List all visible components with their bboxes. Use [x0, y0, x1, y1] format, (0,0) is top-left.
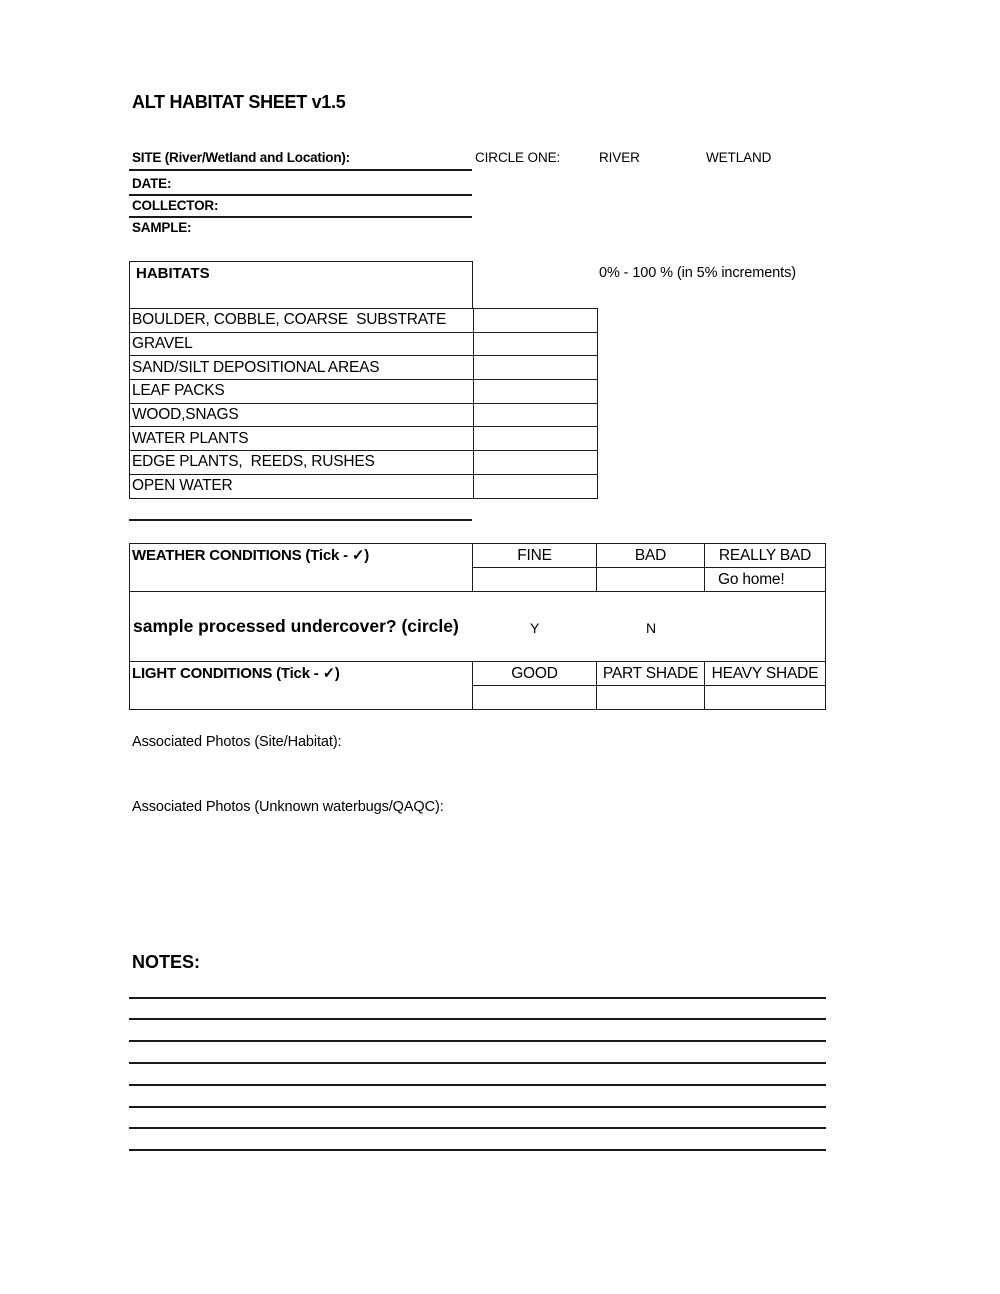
circle-one-label: CIRCLE ONE: [475, 150, 561, 165]
weather-table [129, 543, 826, 592]
habitats-table [129, 308, 598, 499]
habitat-percent-cell[interactable] [474, 332, 598, 356]
habitat-label: GRAVEL [130, 332, 474, 356]
date-field-label: DATE: [132, 176, 172, 191]
light-tick-part-shade[interactable] [597, 686, 705, 710]
sample-field-label: SAMPLE: [132, 220, 192, 235]
circle-option-river[interactable]: RIVER [599, 150, 640, 165]
weather-tick-really-bad[interactable]: Go home! [705, 568, 826, 592]
undercover-no-option[interactable]: N [646, 620, 657, 636]
weather-tick-fine[interactable] [473, 568, 597, 592]
habitat-label: OPEN WATER [130, 474, 474, 498]
habitat-row [130, 332, 598, 356]
habitat-percent-cell[interactable] [474, 474, 598, 498]
notes-line[interactable] [129, 1040, 826, 1042]
habitats-header-box [129, 261, 473, 309]
light-option-heavy-shade: HEAVY SHADE [705, 662, 826, 686]
notes-line[interactable] [129, 1018, 826, 1020]
habitat-row [130, 356, 598, 380]
photos-unknown-bugs-label: Associated Photos (Unknown waterbugs/QAQC): [132, 799, 444, 815]
sheet-title: ALT HABITAT SHEET v1.5 [132, 92, 346, 112]
habitats-heading: HABITATS [136, 265, 210, 282]
habitat-label: WATER PLANTS [130, 427, 474, 451]
light-table [129, 661, 826, 710]
notes-line[interactable] [129, 1106, 826, 1108]
habitat-row [130, 451, 598, 475]
circle-option-wetland[interactable]: WETLAND [706, 150, 772, 165]
light-tick-heavy-shade[interactable] [705, 686, 826, 710]
notes-line[interactable] [129, 1127, 826, 1129]
site-field-label: SITE (River/Wetland and Location): [132, 150, 350, 165]
habitat-row [130, 427, 598, 451]
habitats-extra-line[interactable] [129, 519, 472, 521]
light-option-good: GOOD [473, 662, 597, 686]
habitat-percent-cell[interactable] [474, 356, 598, 380]
notes-line[interactable] [129, 1062, 826, 1064]
weather-tick-bad[interactable] [597, 568, 705, 592]
undercover-yes-option[interactable]: Y [530, 620, 540, 636]
habitat-label: LEAF PACKS [130, 380, 474, 404]
habitat-row [130, 380, 598, 404]
notes-line[interactable] [129, 1149, 826, 1151]
collector-field-line[interactable] [129, 216, 472, 218]
collector-field-label: COLLECTOR: [132, 198, 219, 213]
light-label: LIGHT CONDITIONS (Tick - ✓) [130, 662, 473, 710]
notes-title: NOTES: [132, 952, 201, 972]
habitat-percent-cell[interactable] [474, 403, 598, 427]
light-tick-good[interactable] [473, 686, 597, 710]
weather-label: WEATHER CONDITIONS (Tick - ✓) [130, 544, 473, 592]
habitat-label: WOOD,SNAGS [130, 403, 474, 427]
habitat-percent-cell[interactable] [474, 380, 598, 404]
habitat-row [130, 403, 598, 427]
date-field-line[interactable] [129, 194, 472, 196]
light-option-part-shade: PART SHADE [597, 662, 705, 686]
habitat-label: EDGE PLANTS, REEDS, RUSHES [130, 451, 474, 475]
habitat-percent-cell[interactable] [474, 309, 598, 333]
photos-site-habitat-label: Associated Photos (Site/Habitat): [132, 734, 342, 750]
habitat-label: BOULDER, COBBLE, COARSE SUBSTRATE [130, 309, 474, 333]
habitat-label: SAND/SILT DEPOSITIONAL AREAS [130, 356, 474, 380]
weather-option-bad: BAD [597, 544, 705, 568]
undercover-row [129, 590, 826, 663]
notes-line[interactable] [129, 997, 826, 999]
weather-option-fine: FINE [473, 544, 597, 568]
habitat-row [130, 309, 598, 333]
habitats-scale-note: 0% - 100 % (in 5% increments) [599, 265, 796, 281]
site-field-line[interactable] [129, 169, 472, 171]
habitat-percent-cell[interactable] [474, 427, 598, 451]
habitat-row [130, 474, 598, 498]
habitat-percent-cell[interactable] [474, 451, 598, 475]
undercover-question: sample processed undercover? (circle) [133, 616, 459, 636]
notes-line[interactable] [129, 1084, 826, 1086]
weather-option-really-bad: REALLY BAD [705, 544, 826, 568]
